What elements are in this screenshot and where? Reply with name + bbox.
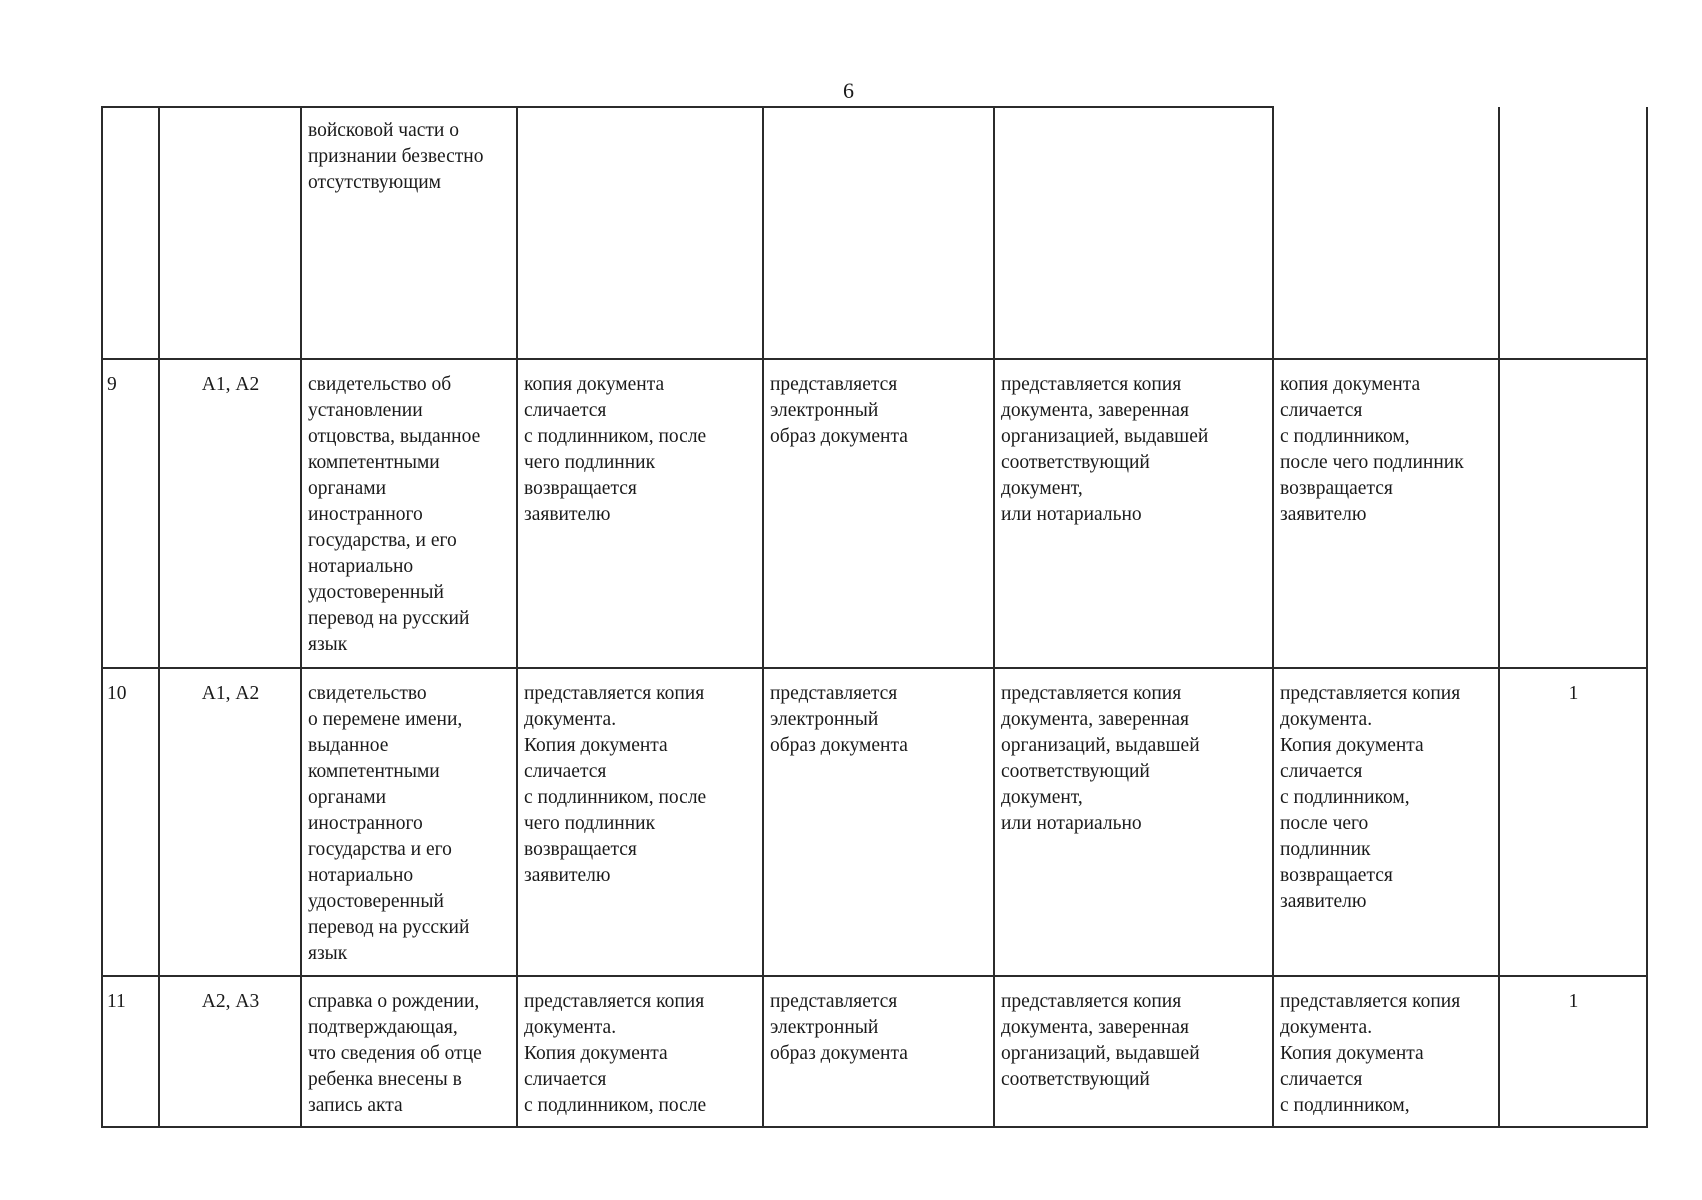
mfc-submission-cell: [1273, 107, 1499, 359]
count-cell: 1: [1499, 976, 1647, 1127]
documents-table: [101, 106, 1648, 1128]
row-number-cell: 9: [102, 359, 159, 668]
document-name-cell: справка о рождении, подтверждающая, что сведения об отце ребенка внесены в запись акта: [301, 976, 517, 1127]
row-number-cell: [102, 107, 159, 359]
certification-cell: представляется копия документа, заверенная организаций, выдавшей соответствующий: [994, 976, 1273, 1127]
electronic-submission-cell: [763, 107, 994, 359]
table-row: [102, 359, 1647, 668]
mfc-submission-cell: копия документа сличается с подлинником, после чего подлинник возвращается заявителю: [1273, 359, 1499, 668]
paper-submission-cell: [517, 107, 763, 359]
count-cell: [1499, 359, 1647, 668]
electronic-submission-cell: представляется электронный образ документа: [763, 668, 994, 976]
applicant-codes-cell: [159, 107, 301, 359]
applicant-codes-cell: А1, А2: [159, 668, 301, 976]
table-row: [102, 976, 1647, 1127]
row-number-cell: 11: [102, 976, 159, 1127]
table-row: [102, 668, 1647, 976]
document-name-cell: войсковой части о признании безвестно отсутствующим: [301, 107, 517, 359]
page-number: 6: [843, 78, 854, 103]
applicant-codes-cell: А1, А2: [159, 359, 301, 668]
certification-cell: представляется копия документа, заверенная организацией, выдавшей соответствующий документ, или нотариально: [994, 359, 1273, 668]
applicant-codes-cell: А2, А3: [159, 976, 301, 1127]
electronic-submission-cell: представляется электронный образ документа: [763, 359, 994, 668]
electronic-submission-cell: представляется электронный образ документа: [763, 976, 994, 1127]
certification-cell: [994, 107, 1273, 359]
table-row: [102, 107, 1647, 359]
certification-cell: представляется копия документа, заверенная организаций, выдавшей соответствующий документ, или нотариально: [994, 668, 1273, 976]
paper-submission-cell: представляется копия документа. Копия документа сличается с подлинником, после: [517, 976, 763, 1127]
count-cell: 1: [1499, 668, 1647, 976]
document-name-cell: свидетельство об установлении отцовства, выданное компетентными органами иностранного государства, и его нотариально удостоверенный перевод на русский язык: [301, 359, 517, 668]
paper-submission-cell: копия документа сличается с подлинником, после чего подлинник возвращается заявителю: [517, 359, 763, 668]
mfc-submission-cell: представляется копия документа. Копия документа сличается с подлинником, после чего подлинник возвращается заявителю: [1273, 668, 1499, 976]
document-name-cell: свидетельство о перемене имени, выданное компетентными органами иностранного государства и его нотариально удостоверенный перевод на русский язык: [301, 668, 517, 976]
mfc-submission-cell: представляется копия документа. Копия документа сличается с подлинником,: [1273, 976, 1499, 1127]
count-cell: [1499, 107, 1647, 359]
row-number-cell: 10: [102, 668, 159, 976]
paper-submission-cell: представляется копия документа. Копия документа сличается с подлинником, после чего подлинник возвращается заявителю: [517, 668, 763, 976]
